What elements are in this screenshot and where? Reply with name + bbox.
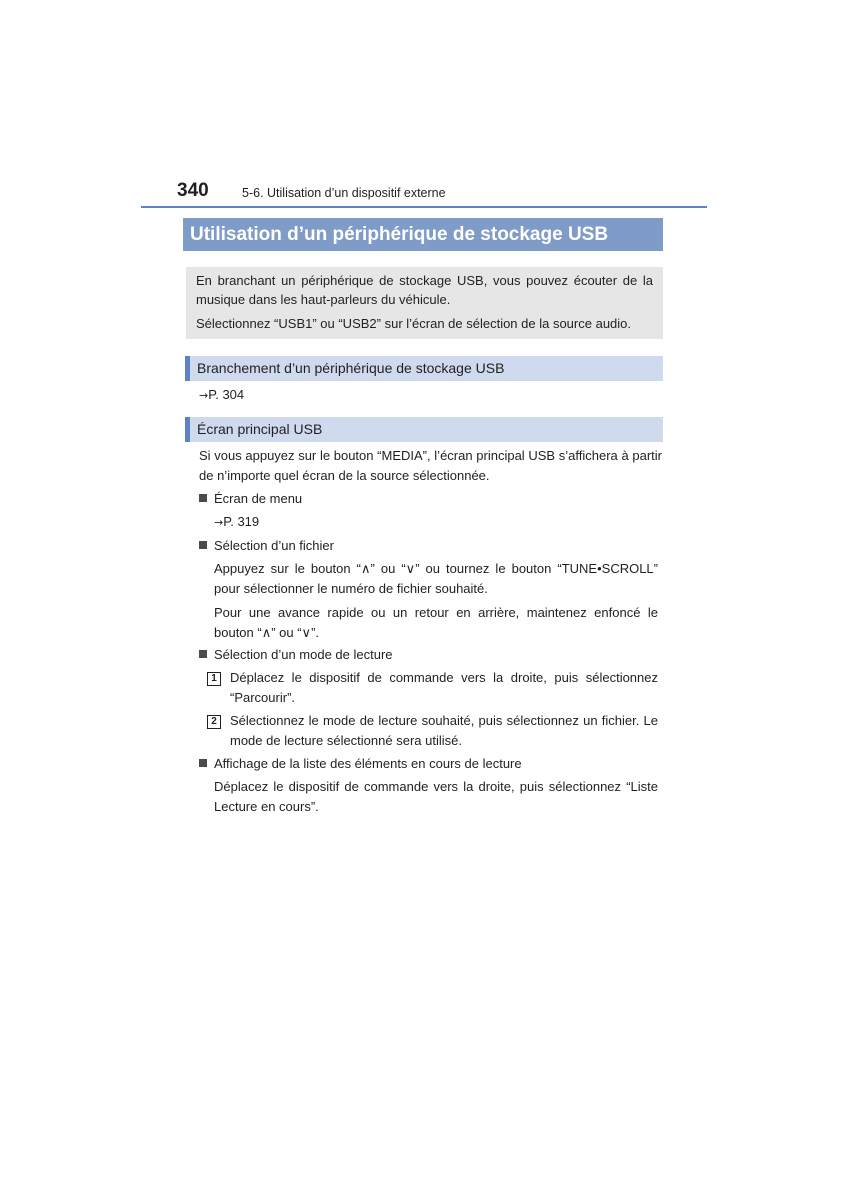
step-text: Déplacez le dispositif de commande vers la droite, puis sélectionnez “Parcourir”. (230, 670, 658, 705)
step-number-2: 2 (207, 715, 221, 729)
item-title: Affichage de la liste des éléments en cours de lecture (214, 756, 522, 771)
square-bullet-icon (199, 650, 207, 658)
header-divider (141, 206, 707, 208)
item-title: Écran de menu (214, 491, 303, 506)
page-reference (214, 512, 259, 533)
reference-text: P. 319 (223, 514, 260, 529)
list-item (199, 536, 334, 556)
right-arrow-icon: → (214, 516, 224, 529)
item-title: Sélection d’un mode de lecture (214, 647, 393, 662)
square-bullet-icon (199, 494, 207, 502)
section-heading: Écran principal USB (185, 417, 663, 442)
section-breadcrumb: 5-6. Utilisation d’un dispositif externe (242, 186, 446, 200)
square-bullet-icon (199, 541, 207, 549)
square-bullet-icon (199, 759, 207, 767)
item-text: Appuyez sur le bouton “∧” ou “∨” ou tournez le bouton “TUNE•SCROLL” pour sélectionner le numéro de fichier souhaité. (214, 561, 658, 596)
step-text: Sélectionnez le mode de lecture souhaité, puis sélectionnez un fichier. Le mode de lecture sélectionné sera utilisé. (230, 713, 658, 748)
list-item (199, 489, 302, 509)
section-heading: Branchement d’un périphérique de stockage USB (185, 356, 663, 381)
right-arrow-icon: → (199, 389, 209, 402)
page-title: Utilisation d’un périphérique de stockage USB (183, 218, 663, 251)
intro-paragraph: En branchant un périphérique de stockage USB, vous pouvez écouter de la musique dans les haut-parleurs du véhicule. (196, 273, 653, 307)
reference-text: P. 304 (208, 387, 245, 402)
intro-paragraph: Sélectionnez “USB1” ou “USB2” sur l’écran de sélection de la source audio. (196, 316, 632, 331)
body-paragraph: Si vous appuyez sur le bouton “MEDIA”, l’écran principal USB s’affichera à partir de n’importe quel écran de la source sélectionnée. (199, 448, 662, 483)
item-text: Déplacez le dispositif de commande vers la droite, puis sélectionnez “Liste Lecture en cours”. (214, 779, 658, 814)
list-item (199, 645, 393, 665)
item-text: Pour une avance rapide ou un retour en arrière, maintenez enfoncé le bouton “∧” ou “∨”. (214, 605, 658, 640)
step-number-1: 1 (207, 672, 221, 686)
page-reference (199, 385, 244, 406)
intro-box (186, 267, 663, 339)
item-title: Sélection d’un fichier (214, 538, 334, 553)
list-item (199, 754, 522, 774)
page-number: 340 (177, 180, 209, 201)
